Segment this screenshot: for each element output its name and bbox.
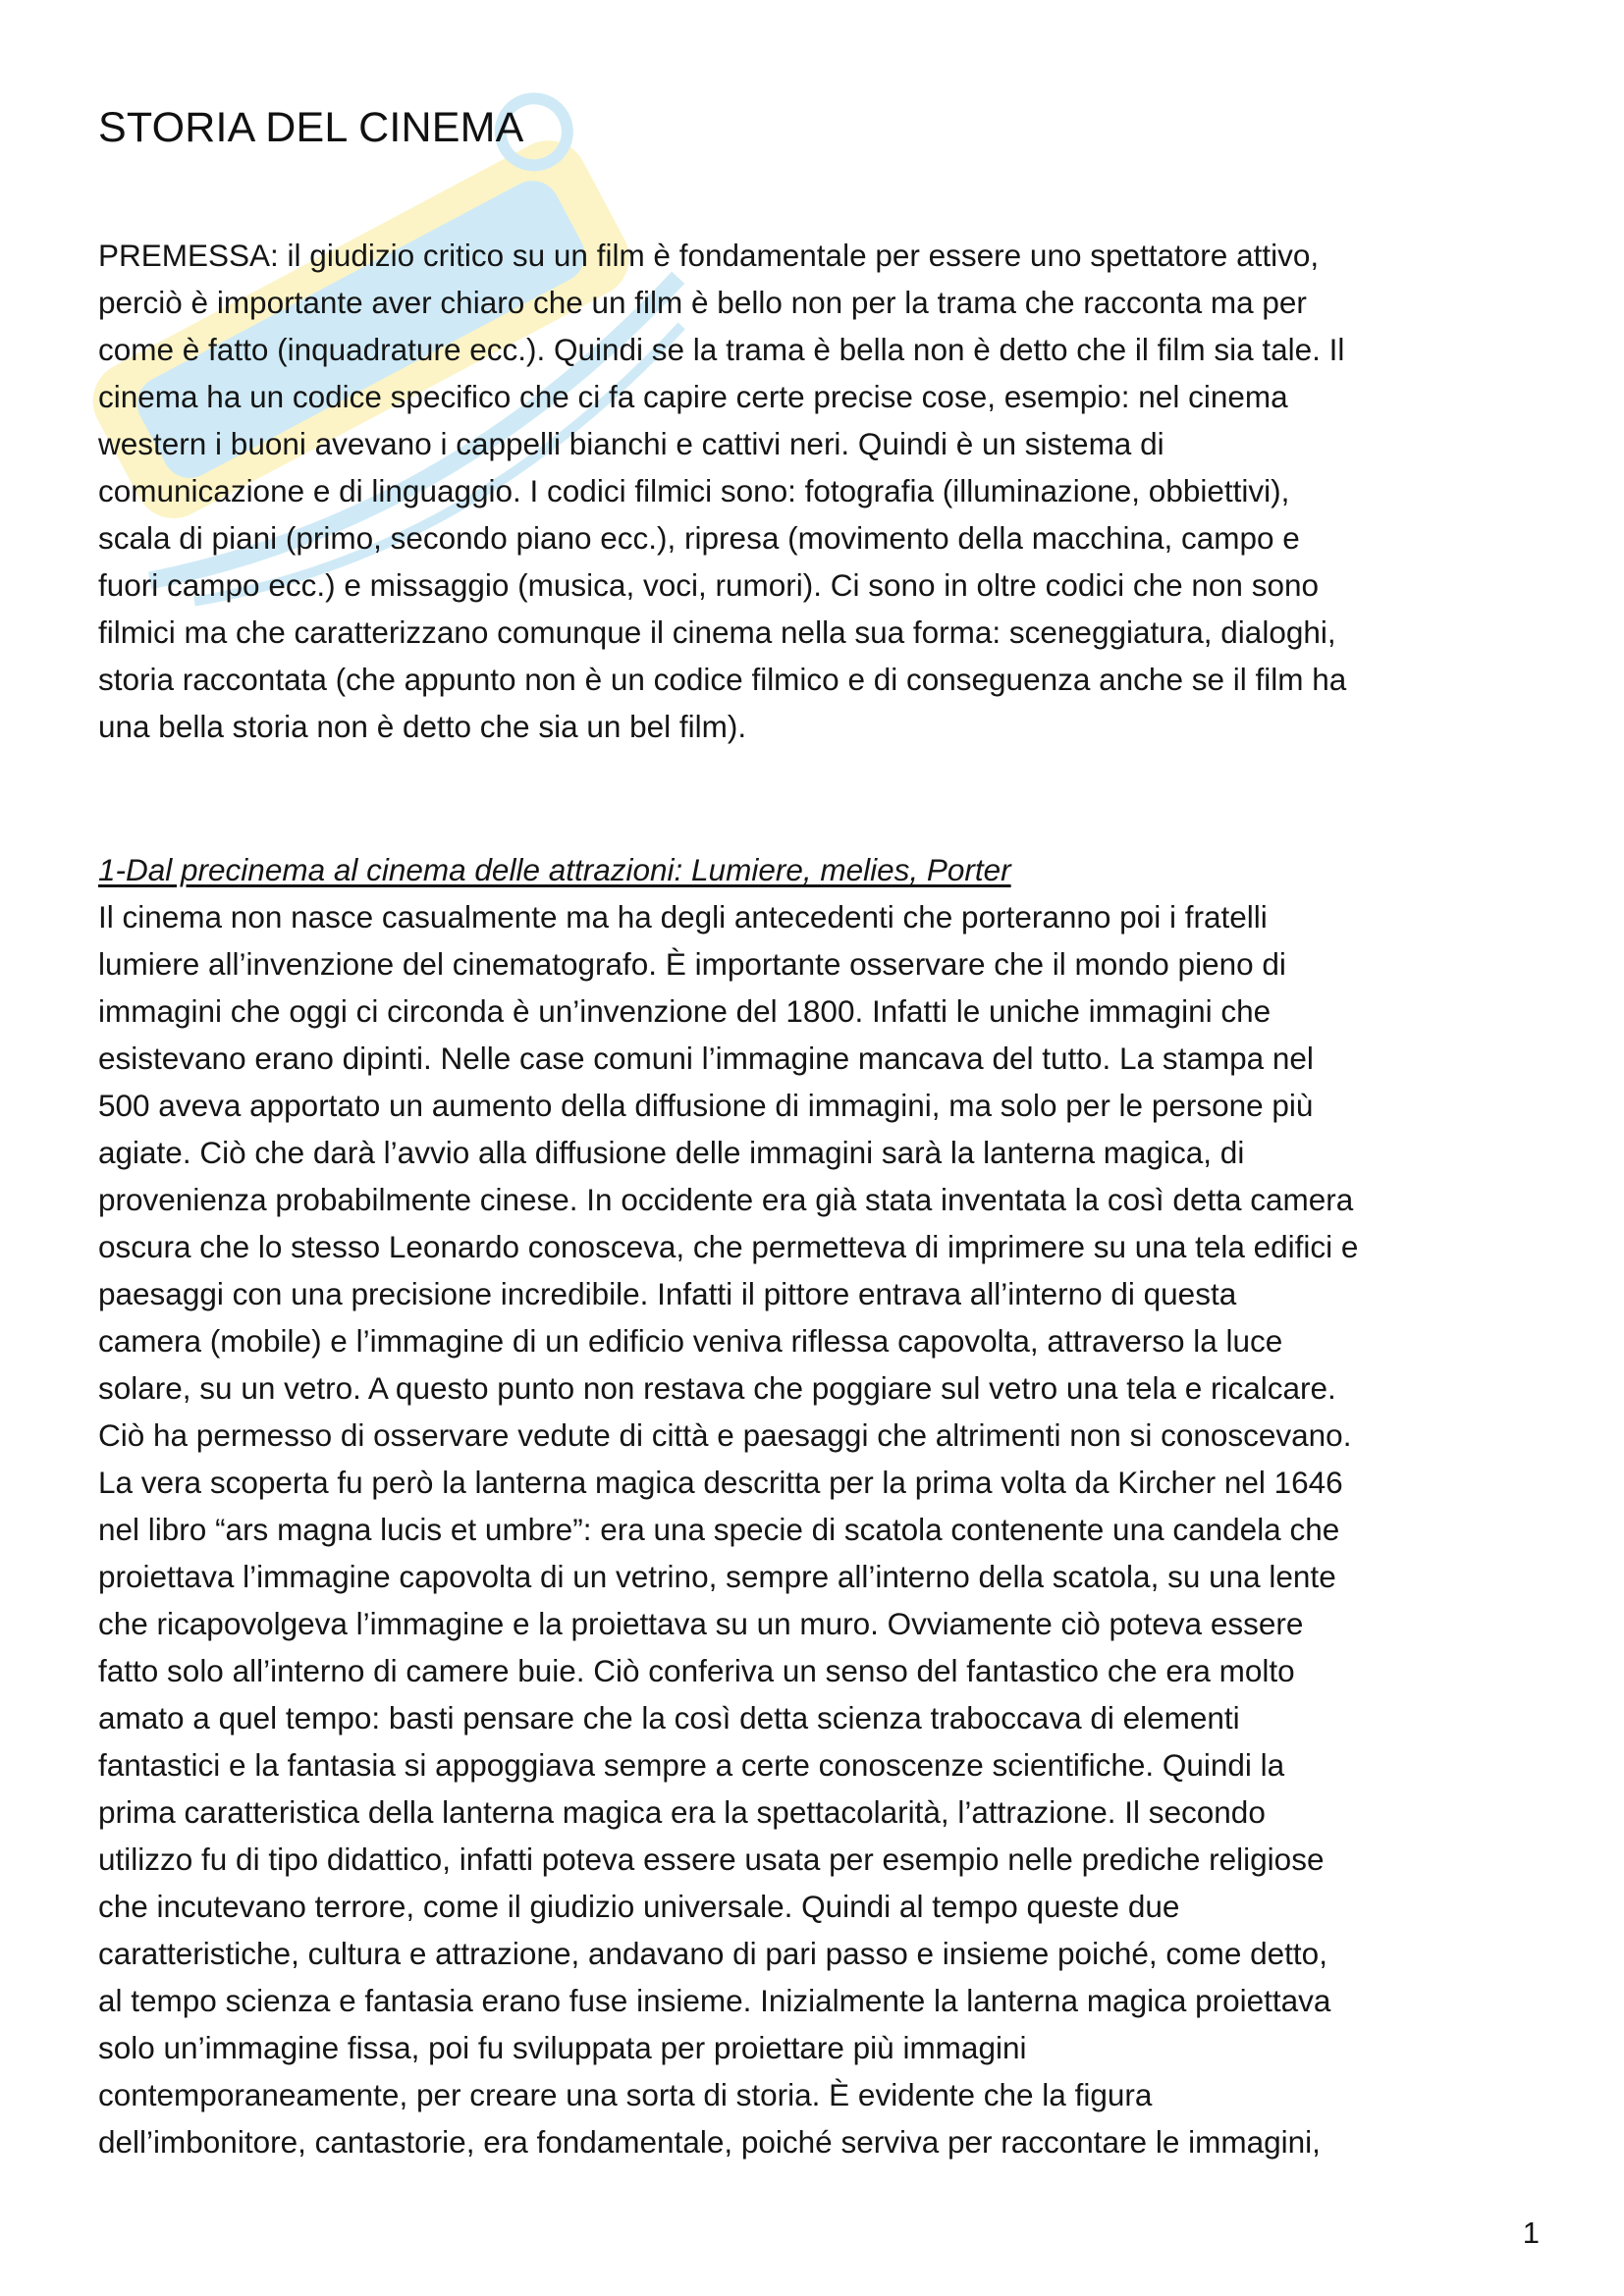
paragraph-line: agiate. Ciò che darà l’avvio alla diffusione delle immagini sarà la lanterna magica, di (98, 1135, 1245, 1170)
paragraph-line: lumiere all’invenzione del cinematografo. È importante osservare che il mondo pieno di (98, 946, 1286, 982)
paragraph-line: 500 aveva apportato un aumento della diffusione di immagini, ma solo per le persone più (98, 1088, 1314, 1123)
paragraph-line: comunicazione e di linguaggio. I codici filmici sono: fotografia (illuminazione, obbiettivi), (98, 473, 1290, 508)
paragraph-line: che ricapovolgeva l’immagine e la proiettava su un muro. Ovviamente ciò poteva essere (98, 1606, 1304, 1641)
paragraph-line: oscura che lo stesso Leonardo conosceva, che permetteva di imprimere su una tela edifici e (98, 1229, 1359, 1264)
paragraph-line: western i buoni avevano i cappelli bianchi e cattivi neri. Quindi è un sistema di (98, 426, 1164, 461)
paragraph-line: camera (mobile) e l’immagine di un edificio veniva riflessa capovolta, attraverso la luce (98, 1323, 1283, 1359)
page-title: STORIA DEL CINEMA (98, 104, 524, 151)
paragraph-line: nel libro “ars magna lucis et umbre”: era una specie di scatola contenente una candela che (98, 1512, 1340, 1547)
page-number: 1 (1522, 2216, 1540, 2250)
paragraph-line: che incutevano terrore, come il giudizio universale. Quindi al tempo queste due (98, 1889, 1180, 1924)
paragraph-line: PREMESSA: il giudizio critico su un film è fondamentale per essere uno spettatore attivo, (98, 238, 1320, 273)
paragraph-line: immagini che oggi ci circonda è un’invenzione del 1800. Infatti le uniche immagini che (98, 993, 1272, 1029)
paragraph-line: scala di piani (primo, secondo piano ecc.), ripresa (movimento della macchina, campo e (98, 520, 1300, 556)
paragraph-line: amato a quel tempo: basti pensare che la così detta scienza traboccava di elementi (98, 1700, 1240, 1735)
paragraph-line: paesaggi con una precisione incredibile. Infatti il pittore entrava all’interno di questa (98, 1276, 1237, 1311)
paragraph-line: come è fatto (inquadrature ecc.). Quindi se la trama è bella non è detto che il film sia tale. Il (98, 332, 1345, 367)
paragraph-line: solo un’immagine fissa, poi fu sviluppata per proiettare più immagini (98, 2030, 1027, 2065)
paragraph-line: provenienza probabilmente cinese. In occidente era già stata inventata la così detta camera (98, 1182, 1354, 1217)
paragraph-line: utilizzo fu di tipo didattico, infatti poteva essere usata per esempio nelle prediche religiose (98, 1842, 1325, 1877)
paragraph-line: fuori campo ecc.) e missaggio (musica, voci, rumori). Ci sono in oltre codici che non sono (98, 567, 1320, 603)
paragraph-line: cinema ha un codice specifico che ci fa capire certe precise cose, esempio: nel cinema (98, 379, 1288, 414)
paragraph-line: perciò è importante aver chiaro che un film è bello non per la trama che racconta ma per (98, 285, 1307, 320)
paragraph-line: contemporaneamente, per creare una sorta di storia. È evidente che la figura (98, 2077, 1153, 2112)
paragraph-line: solare, su un vetro. A questo punto non restava che poggiare sul vetro una tela e ricalcare. (98, 1370, 1336, 1406)
paragraph-line: filmici ma che caratterizzano comunque il cinema nella sua forma: sceneggiatura, dialoghi, (98, 614, 1336, 650)
premessa-paragraph (98, 232, 1542, 750)
paragraph-line: La vera scoperta fu però la lanterna magica descritta per la prima volta da Kircher nel 1646 (98, 1465, 1343, 1500)
section-body-paragraph (98, 893, 1542, 2165)
paragraph-line: Il cinema non nasce casualmente ma ha degli antecedenti che porteranno poi i fratelli (98, 899, 1268, 934)
paragraph-line: una bella storia non è detto che sia un bel film). (98, 709, 747, 744)
paragraph-line: fatto solo all’interno di camere buie. Ciò conferiva un senso del fantastico che era molto (98, 1653, 1295, 1688)
paragraph-line: storia raccontata (che appunto non è un codice filmico e di conseguenza anche se il film ha (98, 662, 1347, 697)
paragraph-line: caratteristiche, cultura e attrazione, andavano di pari passo e insieme poiché, come detto, (98, 1936, 1327, 1971)
paragraph-line: prima caratteristica della lanterna magica era la spettacolarità, l’attrazione. Il secondo (98, 1794, 1266, 1830)
paragraph-line: fantastici e la fantasia si appoggiava sempre a certe conoscenze scientifiche. Quindi la (98, 1747, 1285, 1783)
paragraph-line: al tempo scienza e fantasia erano fuse insieme. Inizialmente la lanterna magica proiettava (98, 1983, 1331, 2018)
paragraph-line: proiettava l’immagine capovolta di un vetrino, sempre all’interno della scatola, su una lente (98, 1559, 1336, 1594)
paragraph-line: Ciò ha permesso di osservare vedute di città e paesaggi che altrimenti non si conoscevano. (98, 1417, 1352, 1453)
paragraph-line: esistevano erano dipinti. Nelle case comuni l’immagine mancava del tutto. La stampa nel (98, 1041, 1314, 1076)
paragraph-line: dell’imbonitore, cantastorie, era fondamentale, poiché serviva per raccontare le immagini, (98, 2124, 1321, 2160)
section-heading: 1-Dal precinema al cinema delle attrazioni: Lumiere, melies, Porter (98, 852, 1011, 887)
